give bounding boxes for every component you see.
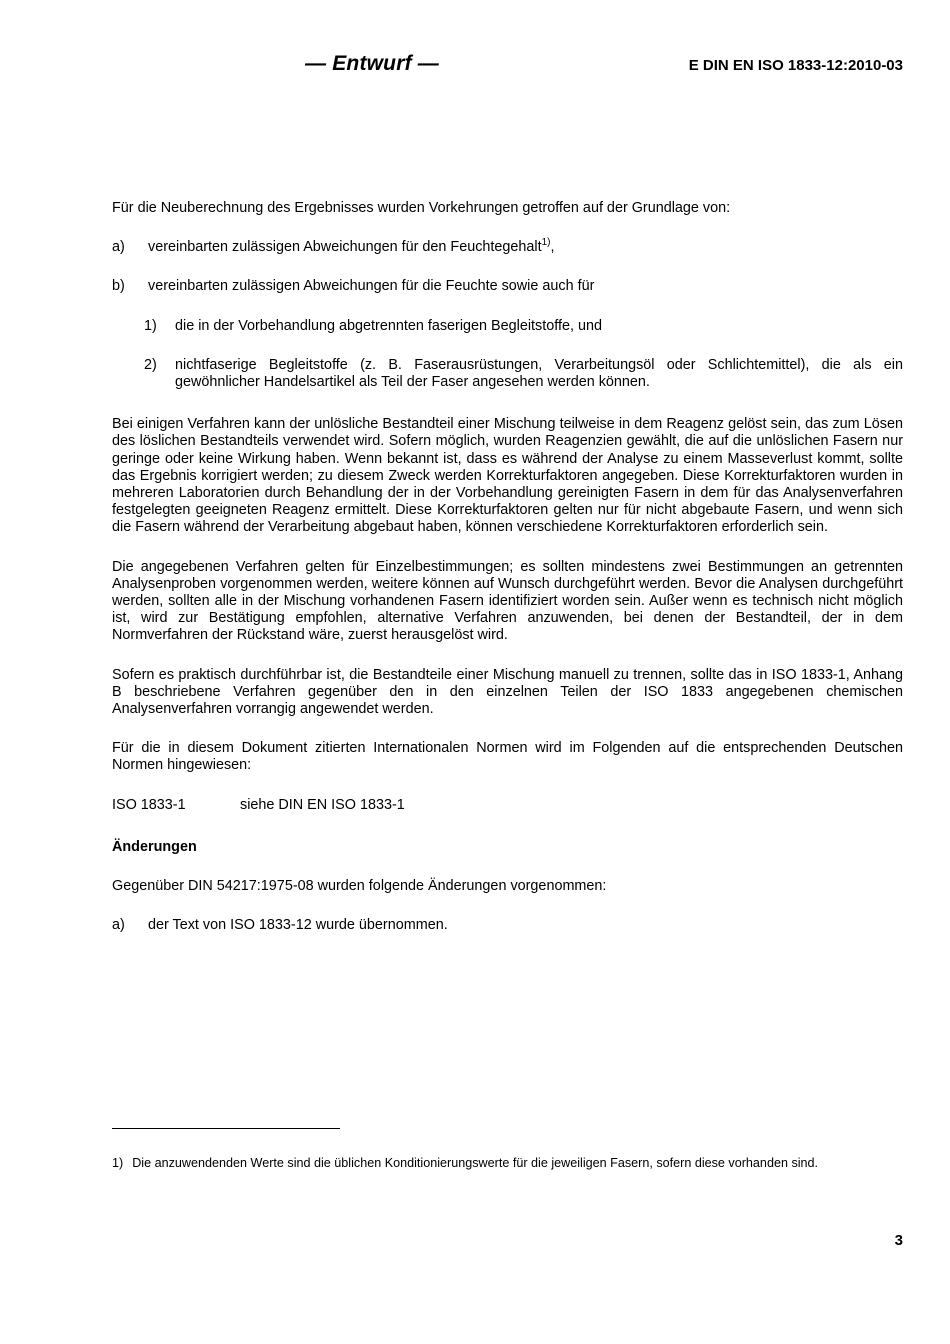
list-item [112,357,903,391]
list-item-text-tail: , [550,239,555,256]
spacer [112,335,903,357]
list-item-label: der Text von ISO 1833-12 wurde übernommen. [148,917,448,934]
footnote-separator-rule [112,1128,340,1129]
paragraph-normen: Für die in diesem Dokument zitierten Internationalen Normen wird im Folgenden auf die entsprechenden Deutschen Normen hingewiesen: [112,740,903,774]
page-header [112,52,903,80]
spacer [112,645,903,667]
spacer [112,775,903,797]
draft-label: — Entwurf — [304,52,440,75]
footnote-entry [112,1156,903,1171]
footnote-marker: 1) [541,237,551,249]
footnote-area [112,1128,903,1171]
spacer [112,296,903,318]
norm-reference-term: ISO 1833-1 [112,796,186,813]
spacer [112,256,903,278]
norm-reference-description: siehe DIN EN ISO 1833-1 [240,796,405,813]
document-body [112,200,903,934]
page-number: 3 [894,1232,903,1249]
spacer [112,895,903,917]
list-marker: a) [112,239,125,256]
list-item [112,917,903,934]
intro-paragraph: Für die Neuberechnung des Ergebnisses wurden Vorkehrungen getroffen auf der Grundlage von: [112,200,731,216]
spacer [112,391,903,416]
list-item [112,278,903,295]
paragraph-verfahren: Die angegebenen Verfahren gelten für Einzelbestimmungen; es sollten mindestens zwei Bestimmungen an getrennten Analysenproben vorgenommen werden, weitere können auf Wunsch durchgeführt werden. Bevor die Analysen durchgeführt werden, sollten alle in der Mischung vorhandenen Fasern identifiziert worden sein. Außer wenn es technisch nicht möglich ist, wird zur Bestätigung empfohlen, alternative Verfahren anzuwenden, bei denen der Bestandteil, der in dem Normverfahren der Rückstand wäre, zuerst herausgelöst wird. [112,558,903,644]
paragraph-reagenz: Bei einigen Verfahren kann der unlösliche Bestandteil einer Mischung teilweise in dem Reagenz gelöst sein, das zum Lösen des löslichen Bestandteils verwendet wird. Sofern möglich, wurden Reagenzien gewählt, die auf die unlöslichen Fasern nur geringe oder keine Wirkung haben. Wenn bekannt ist, dass es während der Analyse zu einem Masseverlust kommt, sollte das Ergebnis korrigiert werden; zu diesem Zweck werden Korrekturfaktoren angegeben. Diese Korrekturfaktoren wurden in mehreren Laboratorien durch Behandlung der in der Vorbehandlung gereinigten Fasern in dem für das Analysenverfahren festgelegten geeigneten Reagenz ermittelt. Diese Korrekturfaktoren gelten nur für nicht abgebaute Fasern, und wenn sich die Fasern während der Verarbeitung abgebaut haben, können verschiedene Korrekturfaktoren erforderlich sein. [112,416,903,536]
footnote-number: 1) [112,1156,124,1170]
list-item-label [148,239,903,256]
list-marker: 1) [144,317,157,334]
standard-reference: E DIN EN ISO 1833-12:2010-03 [688,57,903,74]
paragraph-manuell: Sofern es praktisch durchführbar ist, die Bestandteile einer Mischung manuell zu trennen, sollte das in ISO 1833-1, Anhang B beschriebene Verfahren gegenüber den in den einzelnen Teilen der ISO 1833 angegebenen chemischen Analysenverfahren vorrangig angewendet werden. [112,666,903,718]
list-marker: b) [112,278,125,295]
spacer [112,718,903,740]
section-heading-changes: Änderungen [112,838,197,855]
spacer [112,537,903,559]
list-marker: a) [112,917,125,934]
list-item [112,318,903,335]
list-item-label: nichtfaserige Begleitstoffe (z. B. Faserausrüstungen, Verarbeitungsöl oder Schlichtemittel), die als ein gewöhnlicher Handelsartikel als Teil der Faser angesehen werden können. [175,356,903,391]
list-item [112,239,903,256]
changes-intro: Gegenüber DIN 54217:1975-08 wurden folgende Änderungen vorgenommen: [112,878,607,895]
spacer [112,217,903,239]
norm-reference-row [112,797,903,814]
spacer [112,814,903,839]
list-item-label: vereinbarten zulässigen Abweichungen für die Feuchte sowie auch für [148,278,595,295]
list-item-text: vereinbarten zulässigen Abweichungen für den Feuchtegehalt [148,239,542,256]
list-item-label: die in der Vorbehandlung abgetrennten faserigen Begleitstoffe, und [175,317,602,334]
list-marker: 2) [144,356,157,373]
footnote-body-text: Die anzuwendenden Werte sind die üblichen Konditionierungswerte für die jeweiligen Fasern, sofern diese vorhanden sind. [132,1156,819,1170]
spacer [112,856,903,878]
